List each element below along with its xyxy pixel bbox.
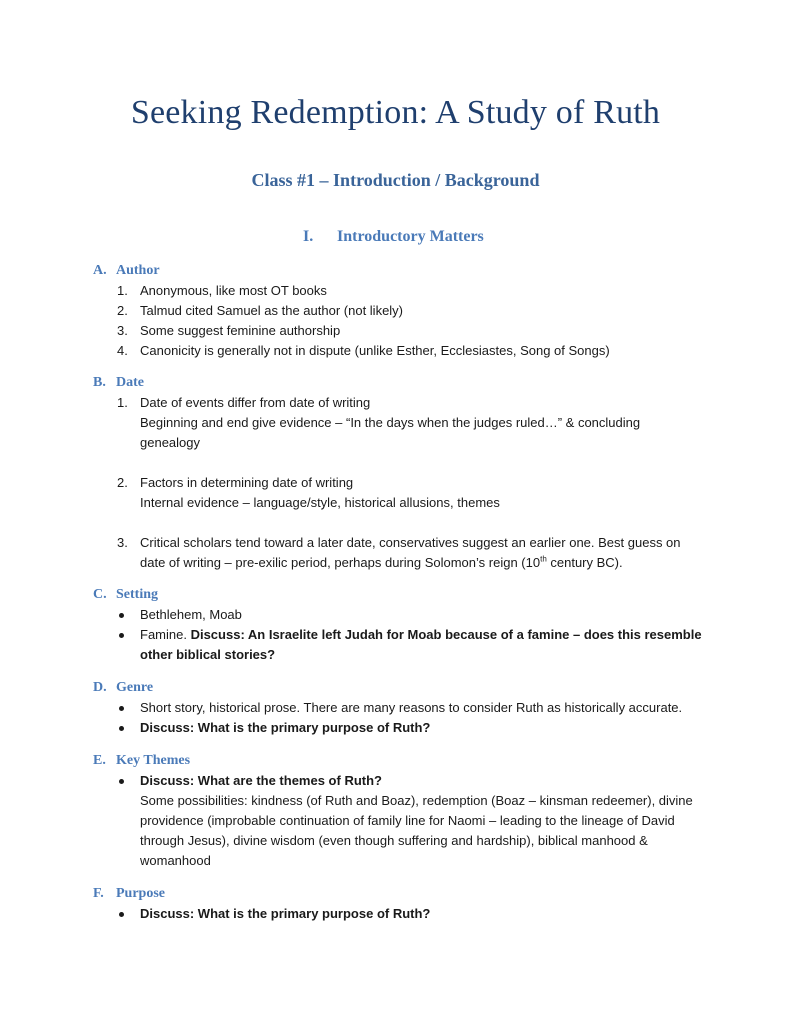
list-item <box>140 625 702 645</box>
list-number: 3. <box>117 323 128 338</box>
bullet-icon <box>119 726 124 731</box>
heading-text: Introductory Matters <box>337 228 484 245</box>
list-item-detail: Internal evidence – language/style, historical allusions, themes <box>140 495 500 510</box>
list-item <box>140 718 430 738</box>
discussion-prompt: Discuss: What are the themes of Ruth? <box>140 773 382 788</box>
list-item: Critical scholars tend toward a later date, conservatives suggest an earlier one. Best guess on <box>140 535 681 550</box>
list-number: 4. <box>117 343 128 358</box>
list-item: Date of events differ from date of writing <box>140 395 371 410</box>
list-item-detail <box>140 645 275 665</box>
list-item: Talmud cited Samuel as the author (not likely) <box>140 303 404 318</box>
list-item-detail: providence (improbable continuation of family line for Naomi – leading to the lineage of David <box>140 813 675 828</box>
superscript: th <box>540 554 547 564</box>
section-themes-heading <box>93 753 190 769</box>
section-date-heading <box>93 375 144 391</box>
list-item-detail <box>140 553 623 573</box>
text-run: date of writing – pre-exilic period, perhaps during Solomon’s reign (10 <box>140 555 541 570</box>
list-item-detail: Some possibilities: kindness (of Ruth and Boaz), redemption (Boaz – kinsman redeemer), divine <box>140 793 693 808</box>
list-item: Some suggest feminine authorship <box>140 323 341 338</box>
bullet-icon <box>119 613 124 618</box>
discussion-prompt: Discuss: An Israelite left Judah for Moab because of a famine – does this resemble <box>190 627 702 642</box>
bullet-icon <box>119 706 124 711</box>
section-letter: B. <box>93 375 106 390</box>
section-title: Author <box>116 263 160 278</box>
class-subtitle: Class #1 – Introduction / Background <box>251 170 540 190</box>
discussion-prompt: Discuss: What is the primary purpose of Ruth? <box>140 906 431 921</box>
list-item-detail: Beginning and end give evidence – “In the days when the judges ruled…” & concluding <box>140 415 641 430</box>
list-number: 1. <box>117 283 128 298</box>
section-heading <box>303 228 484 246</box>
list-item: Short story, historical prose. There are many reasons to consider Ruth as historically accurate. <box>140 700 683 715</box>
bullet-icon <box>119 633 124 638</box>
list-item <box>140 904 430 924</box>
section-letter: E. <box>93 753 106 768</box>
list-number: 1. <box>117 395 128 410</box>
section-genre-heading <box>93 680 153 696</box>
list-item: Canonicity is generally not in dispute (unlike Esther, Ecclesiastes, Song of Songs) <box>140 343 610 358</box>
text-run: century BC). <box>546 555 623 570</box>
section-letter: A. <box>93 263 107 278</box>
heading-number: I. <box>303 228 314 245</box>
list-item-detail: genealogy <box>140 435 200 450</box>
list-number: 3. <box>117 535 128 550</box>
list-item-detail: through Jesus), divine wisdom (even though suffering and hardship), biblical manhood & <box>140 833 648 848</box>
list-number: 2. <box>117 475 128 490</box>
section-title: Date <box>116 375 144 390</box>
text-run: Famine. <box>140 627 191 642</box>
list-item: Bethlehem, Moab <box>140 607 242 622</box>
list-item: Factors in determining date of writing <box>140 475 354 490</box>
list-item-detail: womanhood <box>140 853 211 868</box>
section-author-heading <box>93 263 160 279</box>
bullet-icon <box>119 779 124 784</box>
document-title: Seeking Redemption: A Study of Ruth <box>130 94 661 131</box>
section-purpose-heading <box>93 886 165 902</box>
discussion-prompt: Discuss: What is the primary purpose of Ruth? <box>140 720 431 735</box>
section-title: Genre <box>116 680 154 695</box>
section-letter: D. <box>93 680 107 695</box>
section-title: Key Themes <box>116 753 191 768</box>
section-setting-heading <box>93 587 158 603</box>
discussion-prompt: other biblical stories? <box>140 647 276 662</box>
section-title: Purpose <box>116 886 165 901</box>
list-number: 2. <box>117 303 128 318</box>
section-letter: F. <box>93 886 104 901</box>
bullet-icon <box>119 912 124 917</box>
list-item <box>140 771 382 791</box>
section-title: Setting <box>116 587 158 602</box>
list-item: Anonymous, like most OT books <box>140 283 327 298</box>
section-letter: C. <box>93 587 107 602</box>
